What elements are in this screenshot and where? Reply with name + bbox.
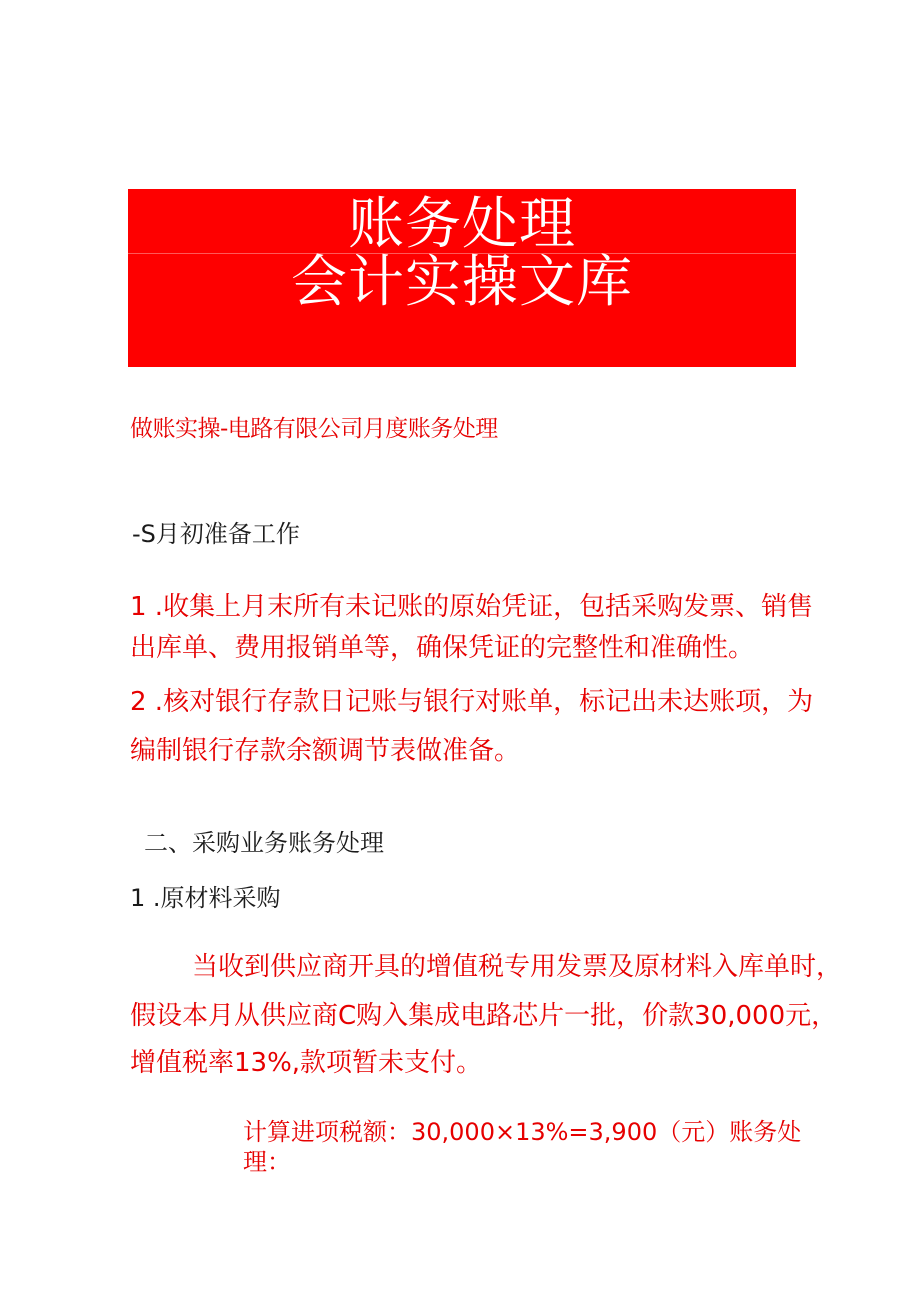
section1-item1-line2: 出库单、费用报销单等，确保凭证的完整性和准确性。	[130, 633, 755, 663]
section2-paragraph-line1: 当收到供应商开具的增值税专用发票及原材料入库单时，	[192, 952, 843, 982]
section2-paragraph-line3: 增值税率13%,款项暂未支付。	[130, 1048, 483, 1078]
section2-subheading: 1 .原材料采购	[130, 884, 281, 912]
section1-item1-line1: 1 .收集上月末所有未记账的原始凭证，包括采购发票、销售	[130, 592, 814, 622]
calculation-line1: 计算进项税额：30,000×13%=3,900（元）账务处	[243, 1118, 802, 1146]
banner-title-line2: 会计实操文库	[291, 250, 633, 315]
section1-item2-line2: 编制银行存款余额调节表做准备。	[130, 736, 521, 766]
section2-paragraph-line2: 假设本月从供应商C购入集成电路芯片一批，价款30,000元，	[130, 1001, 838, 1031]
document-title: 做账实操-电路有限公司月度账务处理	[130, 416, 498, 442]
section1-item2-line1: 2 .核对银行存款日记账与银行对账单，标记出未达账项，为	[130, 687, 814, 717]
title-banner	[128, 189, 796, 367]
section1-heading: -S月初准备工作	[132, 520, 300, 548]
calculation-line2: 理：	[243, 1148, 291, 1176]
banner-title-line1: 账务处理	[348, 192, 576, 257]
section2-heading: 二、采购业务账务处理	[144, 829, 384, 857]
